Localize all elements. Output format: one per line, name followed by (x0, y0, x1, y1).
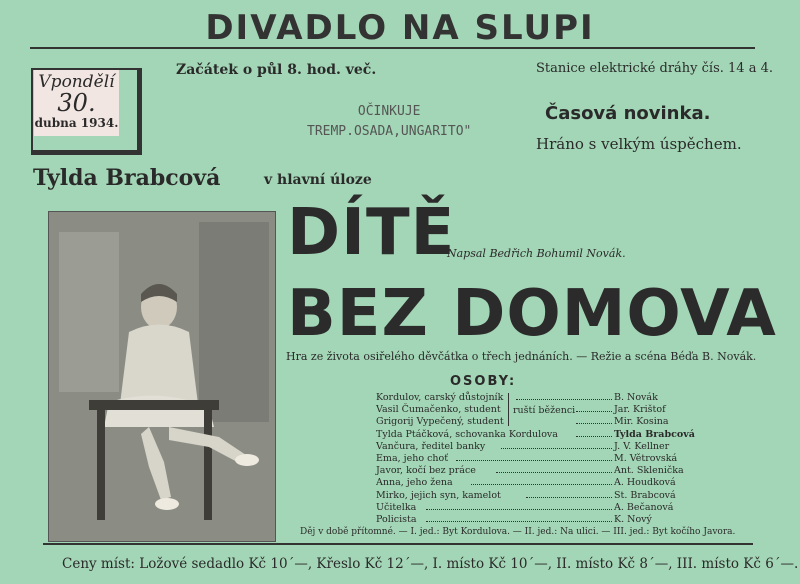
dotted-leader (576, 401, 612, 412)
start-time: Začátek o půl 8. hod. več. (176, 62, 377, 78)
cast-role: Kordulov, carský důstojník (376, 392, 504, 403)
cast-role: Ema, jeho choť (376, 452, 449, 464)
date-day: 30. (57, 89, 96, 117)
cast-role: Javor, kočí bez práce (376, 465, 476, 477)
cast-row (376, 416, 716, 428)
cast-row (376, 514, 716, 526)
cast-actor: B. Novák (614, 392, 658, 403)
cast-actor: Jar. Krištof (614, 404, 666, 416)
play-title-line-1: DÍTĚ (287, 196, 456, 270)
cast-role: Grigorij Vypečený, student (376, 416, 504, 428)
dotted-leader (576, 426, 612, 437)
dotted-leader (526, 487, 612, 498)
brace-note: ruští běženci (513, 405, 576, 416)
bottom-rule (43, 543, 753, 545)
dotted-leader (496, 462, 612, 473)
date-label (34, 70, 119, 136)
theatre-name: DIVADLO NA SLUPI (205, 8, 595, 48)
date-weekday: Vpondělí (38, 72, 115, 92)
cast-actor: Ant. Sklenička (614, 465, 684, 477)
cast-row (376, 392, 716, 404)
date-month-year: dubna 1934. (34, 116, 119, 130)
rubber-stamp (307, 102, 471, 142)
cast-actor: A. Bečanová (614, 501, 674, 513)
top-rule (30, 47, 755, 49)
dotted-leader (501, 438, 612, 449)
cast-role: Mirko, jejich syn, kamelot (376, 489, 501, 501)
cast-role: Vasil Čumačenko, student (376, 404, 501, 416)
cast-actor: Tylda Brabcová (614, 428, 695, 440)
dotted-leader (471, 474, 612, 485)
dotted-leader (426, 499, 612, 510)
cast-role: Policista (376, 513, 417, 525)
novelty-heading: Časová novinka. (545, 103, 711, 124)
cast-role: Vančura, ředitel banky (376, 440, 486, 452)
lead-role-text: v hlavní úloze (264, 172, 372, 188)
dotted-leader (456, 450, 612, 461)
dotted-leader (516, 389, 612, 400)
cast-actor: M. Větrovská (614, 452, 678, 464)
stamp-line-1: OČINKUJE (357, 104, 421, 119)
ticket-prices: Ceny míst: Ložové sedadlo Kč 10´—, Křeslo Kč 12´—, I. místo Kč 10´—, II. místo Kč 8´—, III. místo Kč 6´—. (62, 556, 799, 572)
cast-actor: A. Houdková (614, 477, 676, 489)
stamp-line-2: TREMP.OSADA,UNGARITO" (307, 124, 472, 139)
cast-actor: Mir. Kosina (614, 416, 669, 428)
play-subtitle: Hra ze života osiřelého děvčátka o třech jednáních. — Režie a scéna Béďa B. Novák. (286, 350, 757, 363)
dotted-leader (426, 511, 612, 522)
scene-list: Děj v době přítomné. — I. jed.: Byt Kordulova. — II. jed.: Na ulici. — III. jed.: Byt kočího Javora. (300, 527, 736, 537)
dotted-leader (576, 413, 612, 424)
play-author: Napsal Bedřich Bohumil Novák. (447, 247, 626, 260)
cast-actor: J. V. Kellner (614, 440, 670, 452)
cast-role: Tylda Ptáčková, schovanka Kordulova (376, 428, 558, 440)
success-note: Hráno s velkým úspěchem. (536, 135, 742, 153)
actress-photo (48, 211, 276, 542)
cast-role: Učitelka (376, 501, 417, 513)
cast-role: Anna, jeho žena (376, 477, 453, 489)
cast-actor: K. Nový (614, 513, 652, 525)
cast-heading: OSOBY: (450, 374, 517, 389)
actress-photo-illustration (49, 212, 275, 541)
cast-actor: St. Brabcová (614, 489, 676, 501)
play-title-line-2: BEZ DOMOVA (287, 277, 777, 351)
tram-station: Stanice elektrické dráhy čís. 14 a 4. (536, 61, 773, 76)
lead-actress: Tylda Brabcová (33, 165, 221, 191)
